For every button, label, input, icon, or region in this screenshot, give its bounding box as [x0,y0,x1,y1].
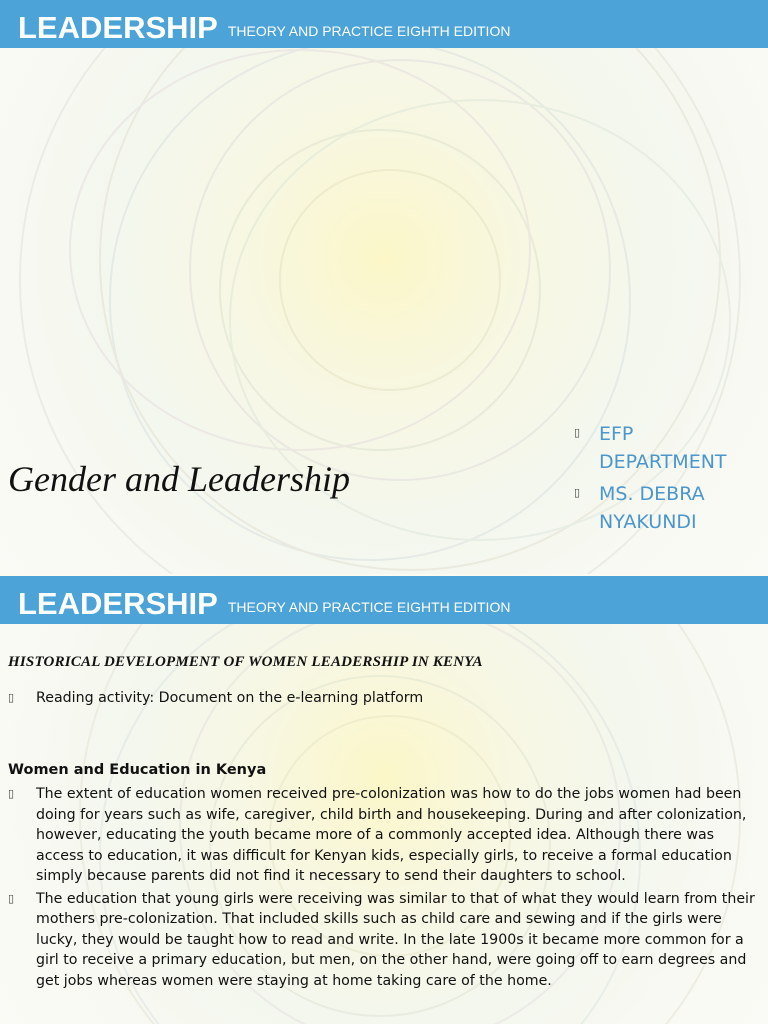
header-banner [0,0,768,48]
banner-title: LEADERSHIP [18,586,218,621]
info-item [574,480,764,536]
info-department: EFP DEPARTMENT [599,423,727,473]
section-heading: HISTORICAL DEVELOPMENT OF WOMEN LEADERSHIP IN KENYA [8,654,483,670]
banner-subtitle: THEORY AND PRACTICE EIGHTH EDITION [227,599,511,615]
banner-title: LEADERSHIP [18,10,218,45]
list-item [8,688,758,709]
list-item [8,889,758,992]
header-banner [0,576,768,624]
paragraph-text: The extent of education women received pre-colonization was how to do the jobs women had been doing for years such as wife, caregiver, child birth and housekeeping. During and after colonization, however, educating the youth became more of a commonly accepted idea. Although there was access to education, it was difficult for Kenyan kids, especially girls, to receive a formal education simply because parents did not find it necessary to send their daughters to school. [36,786,747,884]
bullet-square-icon: ▯ [8,691,15,704]
list-item [8,784,758,887]
info-item [574,420,764,476]
banner-subtitle: THEORY AND PRACTICE EIGHTH EDITION [227,23,511,39]
paragraph-list [8,784,758,991]
reading-activity-text: Reading activity: Document on the e-learning platform [36,690,424,706]
bullet-square-icon: ▯ [8,891,15,905]
presenter-info [574,420,764,540]
bullet-square-icon: ▯ [574,426,581,439]
reading-list [8,688,758,709]
slide-2 [0,576,768,1024]
paragraph-text: The education that young girls were receiving was similar to that of what they would learn from their mothers pre-colonization. That included skills such as child care and sewing and if the girls were lucky, they would be taught how to read and write. In the late 1900s it became more common for a girl to receive a primary education, but men, on the other hand, were going off to earn degrees and get jobs whereas women were staying at home taking care of the home. [36,890,755,989]
bullet-square-icon: ▯ [574,486,581,499]
slide-title: Gender and Leadership [8,459,350,499]
subheading: Women and Education in Kenya [8,762,267,778]
bullet-square-icon: ▯ [8,787,15,800]
info-presenter: MS. DEBRA NYAKUNDI [599,483,705,533]
